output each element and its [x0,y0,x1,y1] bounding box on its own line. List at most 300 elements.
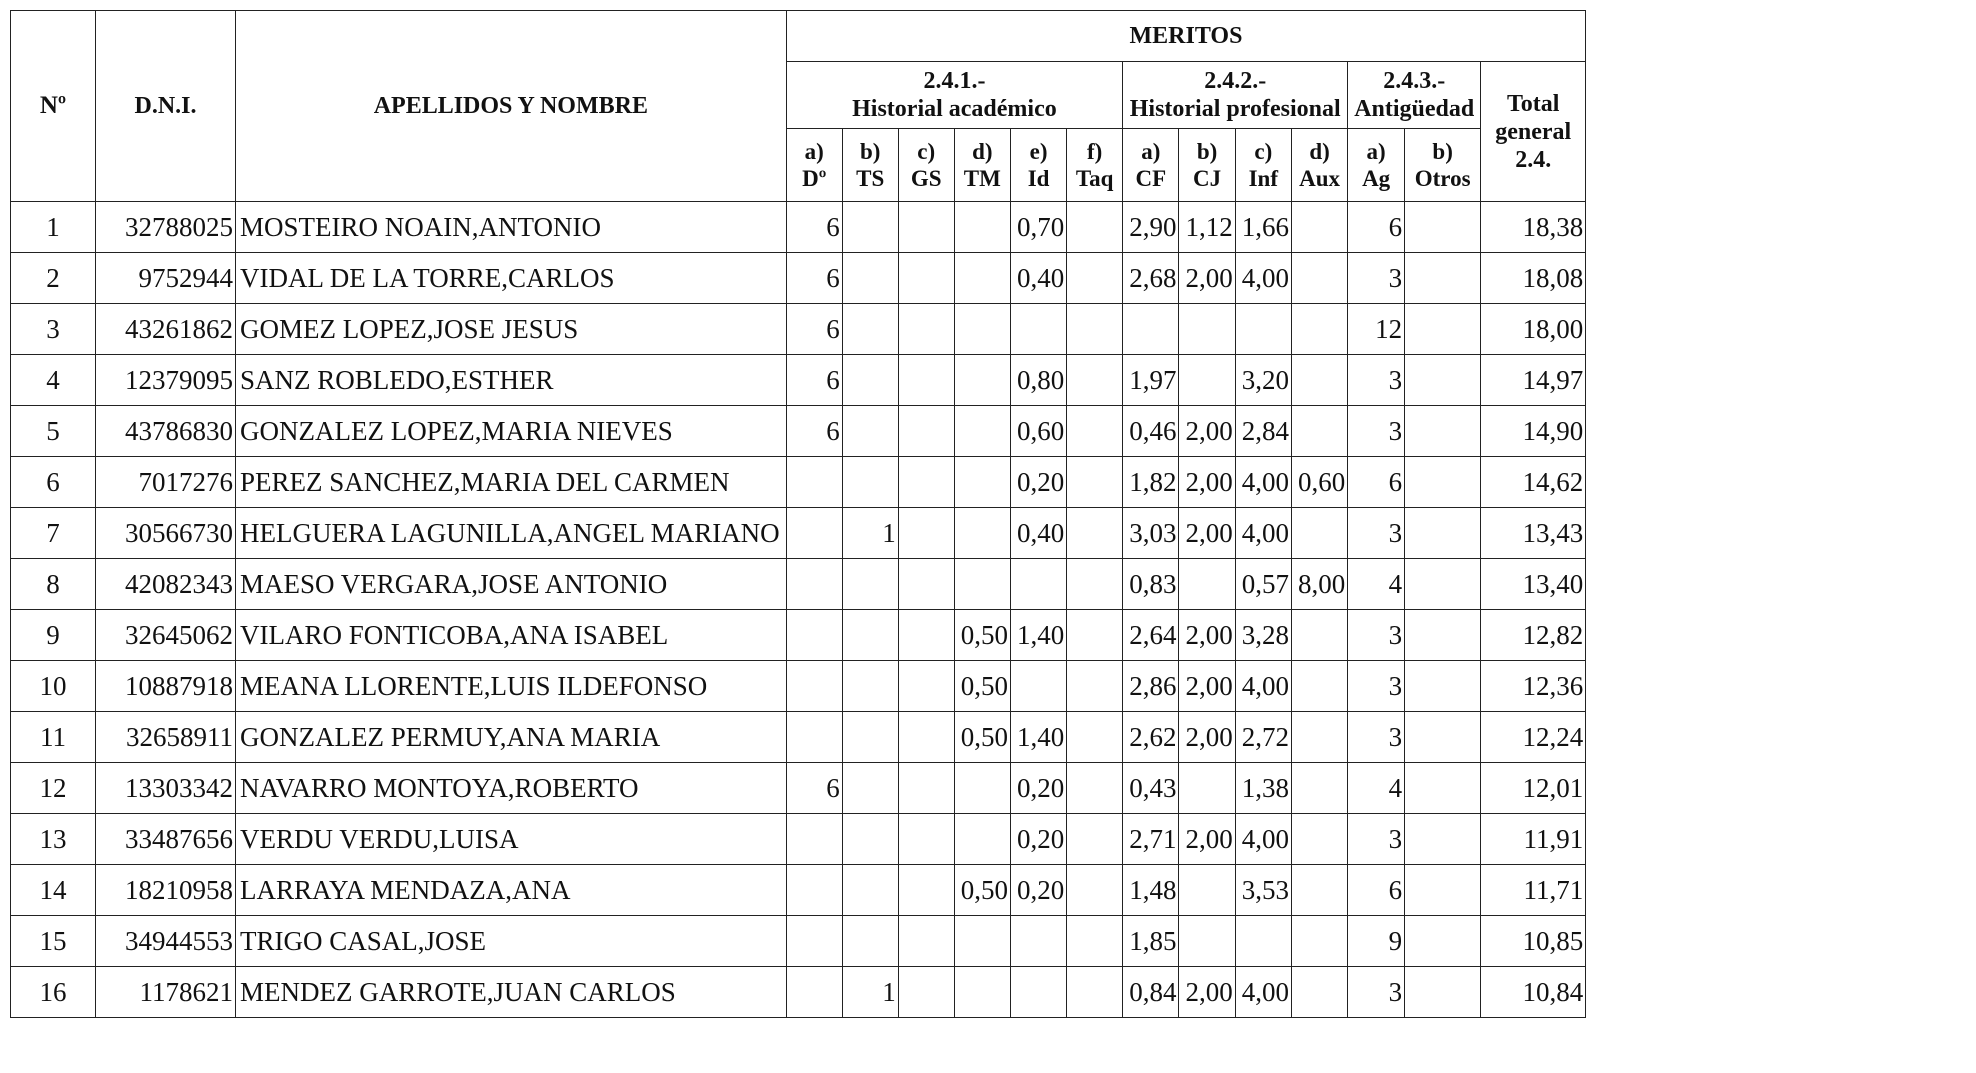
merit-value-11 [1405,814,1481,865]
row-dni: 30566730 [96,508,236,559]
merit-value-9 [1291,916,1347,967]
merit-value-7: 2,00 [1179,712,1235,763]
merit-value-7: 2,00 [1179,661,1235,712]
header-number: Nº [11,11,96,202]
row-name: GOMEZ LOPEZ,JOSE JESUS [236,304,787,355]
sub-header-key: b) [1196,139,1218,164]
row-name: GONZALEZ LOPEZ,MARIA NIEVES [236,406,787,457]
row-dni: 42082343 [96,559,236,610]
merit-value-1 [842,559,898,610]
merit-value-5 [1067,865,1123,916]
merit-value-3 [954,304,1010,355]
merit-value-7: 1,12 [1179,202,1235,253]
merit-value-0 [786,610,842,661]
row-dni: 34944553 [96,916,236,967]
merit-value-11 [1405,610,1481,661]
merit-value-7 [1179,763,1235,814]
merits-table-sheet [10,10,1586,1018]
merit-value-7: 2,00 [1179,508,1235,559]
merit-value-0 [786,967,842,1018]
merit-value-6 [1123,304,1179,355]
merit-value-2 [898,763,954,814]
merit-value-10: 3 [1348,508,1405,559]
merit-value-5 [1067,712,1123,763]
merit-value-3 [954,814,1010,865]
row-number: 1 [11,202,96,253]
sub-header-7 [1179,129,1235,202]
merit-value-5 [1067,967,1123,1018]
merit-value-4: 0,40 [1010,253,1066,304]
merit-value-7 [1179,559,1235,610]
merit-value-3 [954,967,1010,1018]
table-row [11,202,1586,253]
row-number: 4 [11,355,96,406]
row-dni: 13303342 [96,763,236,814]
sub-header-2 [898,129,954,202]
merit-value-5 [1067,202,1123,253]
merit-value-3 [954,406,1010,457]
merit-value-8: 3,28 [1235,610,1291,661]
merit-value-2 [898,916,954,967]
merit-value-4 [1010,559,1066,610]
merit-value-4 [1010,916,1066,967]
table-row [11,406,1586,457]
row-total: 18,08 [1481,253,1586,304]
merit-value-6: 1,48 [1123,865,1179,916]
merit-value-4: 0,20 [1010,865,1066,916]
merit-value-6: 0,84 [1123,967,1179,1018]
merit-value-3: 0,50 [954,610,1010,661]
sub-header-key: d) [1309,139,1330,164]
row-number: 11 [11,712,96,763]
merit-value-8: 4,00 [1235,814,1291,865]
merit-value-5 [1067,253,1123,304]
merit-value-11 [1405,916,1481,967]
sub-header-key: b) [1432,139,1453,164]
merit-value-1 [842,916,898,967]
merit-value-6: 1,82 [1123,457,1179,508]
merit-value-10: 6 [1348,202,1405,253]
merit-value-3 [954,457,1010,508]
row-total: 11,71 [1481,865,1586,916]
merit-value-0 [786,559,842,610]
row-number: 16 [11,967,96,1018]
merit-value-2 [898,661,954,712]
merit-value-11 [1405,304,1481,355]
sub-header-label: Taq [1075,166,1114,191]
merit-value-1 [842,814,898,865]
row-name: SANZ ROBLEDO,ESTHER [236,355,787,406]
table-row [11,457,1586,508]
merit-value-9: 0,60 [1291,457,1347,508]
row-total: 18,00 [1481,304,1586,355]
merit-value-4: 0,80 [1010,355,1066,406]
merit-value-6: 2,68 [1123,253,1179,304]
row-total: 12,24 [1481,712,1586,763]
merit-value-7 [1179,304,1235,355]
merit-value-6: 2,71 [1123,814,1179,865]
merit-value-8 [1235,916,1291,967]
merit-value-11 [1405,865,1481,916]
merit-value-2 [898,814,954,865]
merit-value-11 [1405,202,1481,253]
merit-value-2 [898,355,954,406]
merit-value-7: 2,00 [1179,406,1235,457]
header-historial-academico [786,62,1123,129]
merit-value-0 [786,661,842,712]
merit-value-11 [1405,457,1481,508]
merit-value-9 [1291,763,1347,814]
merit-value-10: 4 [1348,559,1405,610]
sub-header-9 [1291,129,1347,202]
row-name: GONZALEZ PERMUY,ANA MARIA [236,712,787,763]
merit-value-1 [842,661,898,712]
merit-value-10: 3 [1348,355,1405,406]
merit-value-8: 4,00 [1235,253,1291,304]
row-total: 14,62 [1481,457,1586,508]
merit-value-2 [898,610,954,661]
merit-value-5 [1067,610,1123,661]
merit-value-3 [954,916,1010,967]
sub-header-label: CF [1135,166,1167,191]
merit-value-0: 6 [786,253,842,304]
sub-header-key: b) [859,139,881,164]
sub-header-label: TS [856,166,885,191]
header-total-general [1481,62,1586,202]
row-total: 10,85 [1481,916,1586,967]
merit-value-7: 2,00 [1179,457,1235,508]
merit-value-4 [1010,304,1066,355]
merit-value-1: 1 [842,508,898,559]
merit-value-4 [1010,661,1066,712]
merit-value-4: 0,20 [1010,814,1066,865]
merit-value-4: 0,40 [1010,508,1066,559]
merit-value-6: 2,86 [1123,661,1179,712]
merit-value-7 [1179,865,1235,916]
merit-value-1 [842,202,898,253]
sub-header-label: TM [963,166,1001,191]
total-line-1: Total [1507,90,1560,117]
row-total: 18,38 [1481,202,1586,253]
merit-value-1 [842,712,898,763]
sub-header-10 [1348,129,1405,202]
sub-header-key: d) [972,139,993,164]
merit-value-5 [1067,763,1123,814]
merit-value-2 [898,967,954,1018]
group-2-code: 2.4.2.- [1204,68,1267,94]
merit-value-2 [898,865,954,916]
row-number: 8 [11,559,96,610]
merit-value-8: 2,72 [1235,712,1291,763]
merit-value-10: 12 [1348,304,1405,355]
merit-value-2 [898,712,954,763]
merit-value-0: 6 [786,304,842,355]
sub-header-key: c) [1254,139,1273,164]
row-total: 11,91 [1481,814,1586,865]
table-row [11,967,1586,1018]
table-body [11,202,1586,1018]
merit-value-8: 1,66 [1235,202,1291,253]
row-number: 13 [11,814,96,865]
merit-value-6: 1,85 [1123,916,1179,967]
merit-value-5 [1067,508,1123,559]
merit-value-8: 4,00 [1235,457,1291,508]
merit-value-11 [1405,559,1481,610]
merit-value-8: 4,00 [1235,508,1291,559]
row-number: 15 [11,916,96,967]
row-name: LARRAYA MENDAZA,ANA [236,865,787,916]
merit-value-2 [898,304,954,355]
merit-value-5 [1067,304,1123,355]
merit-value-7: 2,00 [1179,814,1235,865]
row-dni: 10887918 [96,661,236,712]
merit-value-6: 0,46 [1123,406,1179,457]
row-number: 12 [11,763,96,814]
merit-value-5 [1067,457,1123,508]
merit-value-9 [1291,610,1347,661]
merit-value-0: 6 [786,763,842,814]
sub-header-label: Id [1027,166,1050,191]
merit-value-9: 8,00 [1291,559,1347,610]
merit-value-8 [1235,304,1291,355]
row-name: VERDU VERDU,LUISA [236,814,787,865]
merit-value-3: 0,50 [954,712,1010,763]
row-dni: 12379095 [96,355,236,406]
merit-value-8: 0,57 [1235,559,1291,610]
row-dni: 32658911 [96,712,236,763]
group-2-label: Historial profesional [1129,96,1341,122]
merit-value-10: 3 [1348,967,1405,1018]
merit-value-10: 4 [1348,763,1405,814]
merit-value-9 [1291,304,1347,355]
merit-value-2 [898,253,954,304]
merit-value-1 [842,355,898,406]
merit-value-4: 0,70 [1010,202,1066,253]
row-number: 3 [11,304,96,355]
merit-value-5 [1067,355,1123,406]
table-row [11,355,1586,406]
group-3-code: 2.4.3.- [1383,68,1446,94]
merit-value-4: 1,40 [1010,712,1066,763]
table-row [11,508,1586,559]
row-total: 14,90 [1481,406,1586,457]
total-line-2: general [1495,118,1572,145]
merit-value-1: 1 [842,967,898,1018]
merit-value-7: 2,00 [1179,610,1235,661]
row-number: 9 [11,610,96,661]
row-name: MOSTEIRO NOAIN,ANTONIO [236,202,787,253]
merit-value-11 [1405,355,1481,406]
merit-value-9 [1291,661,1347,712]
row-dni: 9752944 [96,253,236,304]
table-row [11,304,1586,355]
merit-value-11 [1405,712,1481,763]
merit-value-5 [1067,559,1123,610]
group-3-label: Antigüedad [1354,96,1475,122]
merit-value-11 [1405,967,1481,1018]
sub-header-label: GS [910,166,942,191]
merit-value-8: 2,84 [1235,406,1291,457]
merit-value-0: 6 [786,355,842,406]
sub-header-0 [786,129,842,202]
merit-value-7: 2,00 [1179,967,1235,1018]
row-dni: 32788025 [96,202,236,253]
row-total: 14,97 [1481,355,1586,406]
merit-value-10: 6 [1348,457,1405,508]
merit-value-4: 0,60 [1010,406,1066,457]
sub-header-key: e) [1029,139,1048,164]
merit-value-4: 0,20 [1010,763,1066,814]
row-dni: 33487656 [96,814,236,865]
sub-header-label: Inf [1248,166,1279,191]
merit-value-11 [1405,763,1481,814]
sub-header-label: Aux [1299,166,1341,191]
row-name: MEANA LLORENTE,LUIS ILDEFONSO [236,661,787,712]
merit-value-0 [786,865,842,916]
merit-value-3 [954,202,1010,253]
merit-value-2 [898,559,954,610]
merit-value-11 [1405,661,1481,712]
row-number: 5 [11,406,96,457]
group-1-code: 2.4.1.- [923,68,986,94]
merit-value-3 [954,763,1010,814]
row-number: 7 [11,508,96,559]
sub-header-label: Dº [802,166,827,191]
merit-value-0 [786,814,842,865]
merit-value-1 [842,304,898,355]
row-name: MAESO VERGARA,JOSE ANTONIO [236,559,787,610]
merit-value-9 [1291,202,1347,253]
merit-value-0 [786,916,842,967]
merit-value-11 [1405,508,1481,559]
merit-value-1 [842,610,898,661]
sub-header-1 [842,129,898,202]
row-name: VILARO FONTICOBA,ANA ISABEL [236,610,787,661]
sub-header-label: CJ [1193,166,1222,191]
merit-value-0 [786,457,842,508]
merit-value-6: 2,62 [1123,712,1179,763]
merit-value-4: 0,20 [1010,457,1066,508]
merit-value-2 [898,406,954,457]
sub-header-key: a) [804,139,824,164]
merit-value-8: 3,53 [1235,865,1291,916]
table-row [11,865,1586,916]
merit-value-9 [1291,508,1347,559]
merit-value-10: 3 [1348,406,1405,457]
merit-value-8: 3,20 [1235,355,1291,406]
merit-value-9 [1291,406,1347,457]
row-dni: 1178621 [96,967,236,1018]
row-dni: 18210958 [96,865,236,916]
merit-value-7: 2,00 [1179,253,1235,304]
merit-value-4: 1,40 [1010,610,1066,661]
merit-value-10: 3 [1348,610,1405,661]
merit-value-0 [786,508,842,559]
sub-header-3 [954,129,1010,202]
row-name: VIDAL DE LA TORRE,CARLOS [236,253,787,304]
merit-value-7 [1179,916,1235,967]
merit-value-1 [842,457,898,508]
row-dni: 7017276 [96,457,236,508]
merit-value-5 [1067,661,1123,712]
merit-value-6: 3,03 [1123,508,1179,559]
row-total: 12,36 [1481,661,1586,712]
row-name: NAVARRO MONTOYA,ROBERTO [236,763,787,814]
row-name: HELGUERA LAGUNILLA,ANGEL MARIANO [236,508,787,559]
merit-value-6: 2,64 [1123,610,1179,661]
row-number: 2 [11,253,96,304]
table-row [11,253,1586,304]
merit-value-6: 0,43 [1123,763,1179,814]
row-dni: 43261862 [96,304,236,355]
sub-header-key: c) [917,139,936,164]
row-number: 14 [11,865,96,916]
merit-value-6: 2,90 [1123,202,1179,253]
sub-header-4 [1010,129,1066,202]
sub-header-8 [1235,129,1291,202]
table-row [11,661,1586,712]
table-row [11,559,1586,610]
sub-header-key: a) [1366,139,1386,164]
merit-value-3 [954,253,1010,304]
row-number: 10 [11,661,96,712]
merit-value-2 [898,508,954,559]
merit-value-4 [1010,967,1066,1018]
merit-value-6: 0,83 [1123,559,1179,610]
merit-value-10: 3 [1348,814,1405,865]
table-row [11,814,1586,865]
row-name: MENDEZ GARROTE,JUAN CARLOS [236,967,787,1018]
merit-value-8: 4,00 [1235,661,1291,712]
merit-value-1 [842,253,898,304]
merit-value-7 [1179,355,1235,406]
merit-value-9 [1291,355,1347,406]
merit-value-3: 0,50 [954,661,1010,712]
header-historial-profesional [1123,62,1348,129]
row-number: 6 [11,457,96,508]
header-antiguedad [1348,62,1481,129]
sub-header-6 [1123,129,1179,202]
row-dni: 32645062 [96,610,236,661]
sub-header-key: f) [1087,139,1103,164]
sub-header-key: a) [1141,139,1161,164]
row-dni: 43786830 [96,406,236,457]
merit-value-5 [1067,916,1123,967]
merit-value-6: 1,97 [1123,355,1179,406]
merit-value-0: 6 [786,406,842,457]
row-name: TRIGO CASAL,JOSE [236,916,787,967]
merit-value-10: 3 [1348,661,1405,712]
merit-value-11 [1405,253,1481,304]
merit-value-11 [1405,406,1481,457]
table-row [11,763,1586,814]
group-1-label: Historial académico [852,96,1057,122]
total-line-3: 2.4. [1515,146,1552,173]
merit-value-1 [842,406,898,457]
row-name: PEREZ SANCHEZ,MARIA DEL CARMEN [236,457,787,508]
row-total: 12,82 [1481,610,1586,661]
merit-value-10: 3 [1348,712,1405,763]
table-row [11,916,1586,967]
sub-header-label: Otros [1414,166,1471,191]
merit-value-1 [842,865,898,916]
merit-value-3: 0,50 [954,865,1010,916]
table-row [11,712,1586,763]
row-total: 10,84 [1481,967,1586,1018]
merit-value-10: 6 [1348,865,1405,916]
sub-header-11 [1405,129,1481,202]
merit-value-10: 3 [1348,253,1405,304]
